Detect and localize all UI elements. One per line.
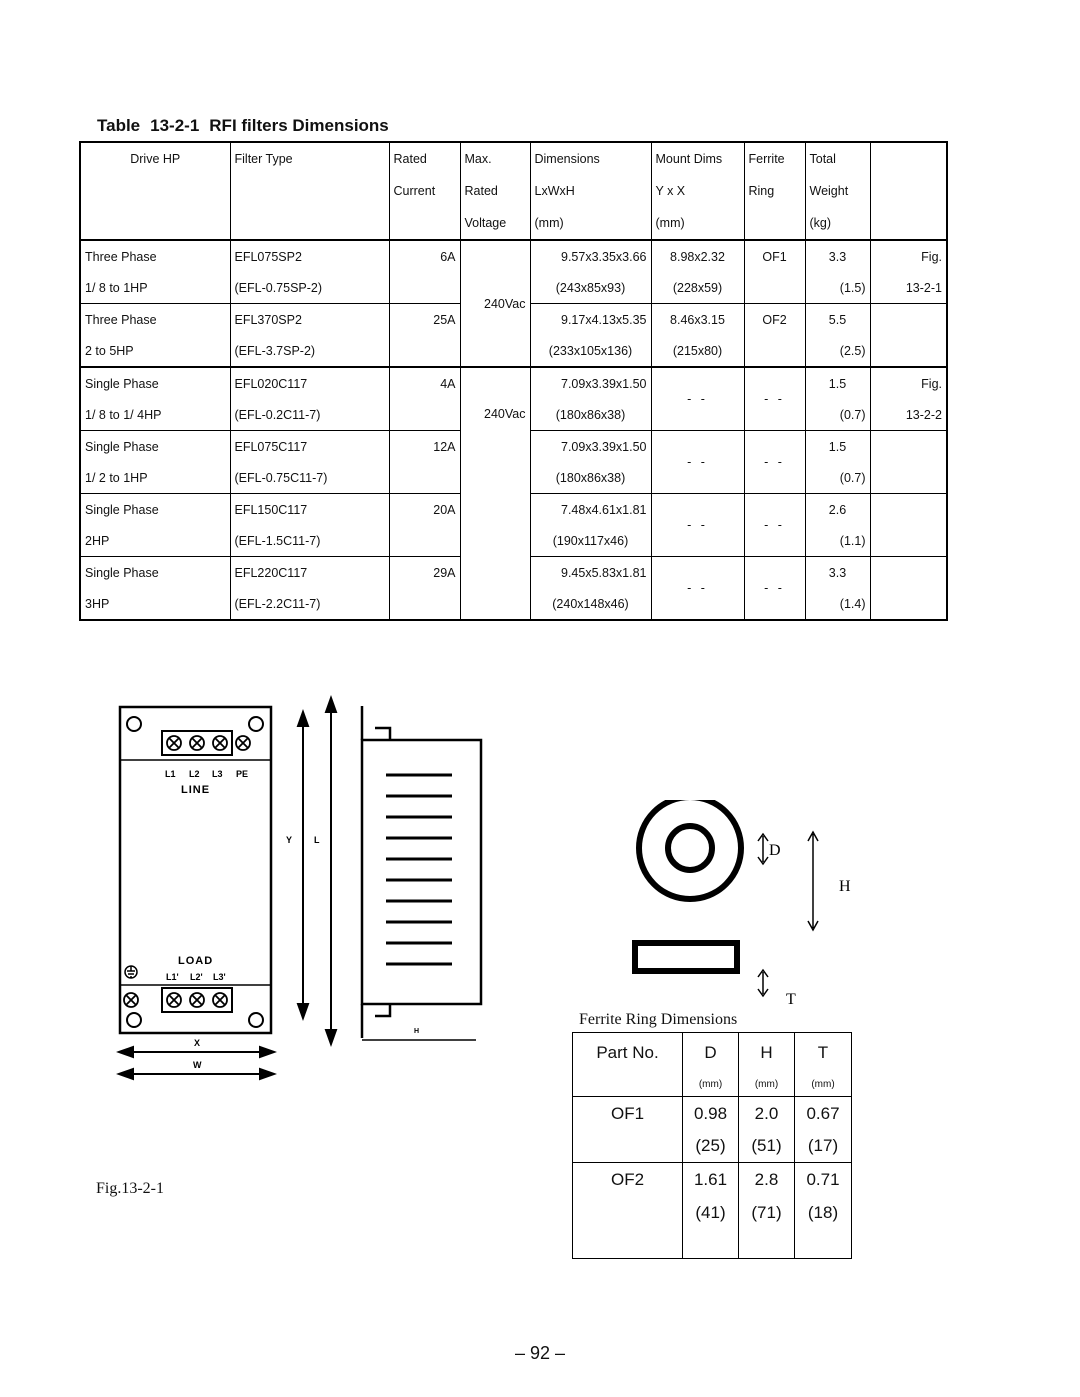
table-row: (25) (51) (17)	[573, 1131, 852, 1163]
fig-label: Fig.13-2-1	[96, 1180, 164, 1197]
ground-icon	[125, 966, 137, 978]
table-row: Single Phase EFL220C117 29A 9.45x5.83x1.81 - - - - 3.3	[80, 557, 947, 589]
ferrite-header-t: T	[795, 1033, 852, 1073]
voltage-cell: 240Vac	[460, 367, 530, 620]
mount-hole-icon	[127, 717, 141, 731]
filter-side-view	[362, 706, 481, 1038]
ferrite-ring-outer	[639, 800, 741, 899]
header-voltage: Voltage	[460, 207, 530, 240]
header-filter-type: Filter Type	[230, 142, 389, 175]
table-row: Single Phase EFL020C117 4A 240Vac 7.09x3.39x1.50 - - - - 1.5 Fig.	[80, 367, 947, 399]
header-ring: Ring	[744, 175, 805, 207]
mount-hole-icon	[127, 1013, 141, 1027]
terminal-screw-icon	[167, 736, 250, 750]
dim-label-x: X	[194, 1038, 201, 1048]
table-row: 3HP (EFL-2.2C11-7) (240x148x46) (1.4)	[80, 588, 947, 620]
ferrite-header-d: D	[683, 1033, 739, 1073]
fig-ref-number: 13-2-2	[905, 407, 942, 422]
table-row: OF2 1.61 2.8 0.71	[573, 1163, 852, 1197]
terminal-label: L1	[165, 769, 176, 779]
table-row: 2 to 5HP (EFL-3.7SP-2) (233x105x136) (215x80) (2.5)	[80, 335, 947, 367]
header-drive-hp: Drive HP	[80, 142, 230, 175]
table-row: (41) (71) (18)	[573, 1197, 852, 1229]
rfi-filters-table	[79, 141, 948, 621]
page-number: – 92 –	[514, 1343, 566, 1363]
header-rated-2: Rated	[460, 175, 530, 207]
ferrite-unit: (mm)	[739, 1073, 795, 1097]
dimension-arrows	[758, 832, 818, 996]
table-row: 2HP (EFL-1.5C11-7) (190x117x46) (1.1)	[80, 525, 947, 557]
terminal-screw-icon	[124, 993, 227, 1007]
table-row: Three Phase EFL370SP2 25A 9.17x4.13x5.35 8.46x3.15 OF2 5.5	[80, 304, 947, 336]
table-row: OF1 0.98 2.0 0.67	[573, 1097, 852, 1131]
ferrite-ring-drawing	[620, 800, 860, 1015]
table-row: Single Phase EFL075C117 12A 7.09x3.39x1.50 - - - - 1.5	[80, 431, 947, 463]
mount-hole-icon	[249, 1013, 263, 1027]
voltage-cell: 240Vac	[460, 240, 530, 367]
fig-ref: Fig.	[870, 240, 947, 272]
terminal-label: L3	[212, 769, 223, 779]
header-mount-dims: Mount Dims	[651, 142, 744, 175]
terminal-label: L2'	[190, 972, 203, 982]
header-dimensions: Dimensions	[530, 142, 651, 175]
header-dims-unit: (mm)	[530, 207, 651, 240]
dim-label-y: Y	[286, 835, 293, 845]
table-title: Table 13-2-1 RFI filters Dimensions	[97, 116, 389, 135]
fig-ref-number: 13-2-1	[905, 280, 942, 295]
ferrite-dim-t: T	[786, 991, 796, 1008]
ferrite-dim-h: H	[839, 878, 851, 895]
ferrite-ring-table	[572, 1032, 852, 1259]
table-row: 1/ 2 to 1HP (EFL-0.75C11-7) (180x86x38) (0.7)	[80, 462, 947, 494]
table-row: 1/ 8 to 1/ 4HP (EFL-0.2C11-7) (180x86x38) (0.7) 13-2-2	[80, 399, 947, 431]
header-weight: Weight	[805, 175, 870, 207]
ferrite-unit: (mm)	[683, 1073, 739, 1097]
ferrite-dim-d: D	[769, 842, 781, 859]
terminal-label: PE	[236, 769, 249, 779]
table-row: 1/ 8 to 1HP (EFL-0.75SP-2) (243x85x93) (228x59) (1.5) 13-2-1	[80, 272, 947, 304]
filter-dimension-drawing	[100, 690, 500, 1090]
line-label: LINE	[181, 784, 211, 796]
ferrite-ring-inner	[668, 826, 712, 870]
mount-hole-icon	[249, 717, 263, 731]
header-lxwxh: LxWxH	[530, 175, 651, 207]
load-label: LOAD	[178, 955, 214, 967]
terminal-label: L2	[189, 769, 200, 779]
header-current: Current	[389, 175, 460, 207]
header-total: Total	[805, 142, 870, 175]
table-row: Single Phase EFL150C117 20A 7.48x4.61x1.81 - - - - 2.6	[80, 494, 947, 526]
ferrite-header-part: Part No.	[573, 1033, 683, 1073]
dim-label-w: W	[193, 1060, 202, 1070]
header-ferrite: Ferrite	[744, 142, 805, 175]
dim-label-l: L	[314, 835, 320, 845]
header-max: Max.	[460, 142, 530, 175]
header-rated: Rated	[389, 142, 460, 175]
ferrite-unit: (mm)	[795, 1073, 852, 1097]
terminal-label: L3'	[213, 972, 226, 982]
ferrite-caption: Ferrite Ring Dimensions	[579, 1011, 738, 1028]
ferrite-header-h: H	[739, 1033, 795, 1073]
ferrite-ring-side	[635, 943, 737, 971]
side-fins	[386, 775, 452, 964]
terminal-label: L1'	[166, 972, 179, 982]
fig-ref: Fig.	[870, 367, 947, 399]
header-yxx: Y x X	[651, 175, 744, 207]
table-row: Three Phase EFL075SP2 6A 240Vac 9.57x3.35x3.66 8.98x2.32 OF1 3.3 Fig.	[80, 240, 947, 272]
header-weight-unit: (kg)	[805, 207, 870, 240]
dim-label-h: H	[414, 1028, 420, 1035]
header-mount-unit: (mm)	[651, 207, 744, 240]
